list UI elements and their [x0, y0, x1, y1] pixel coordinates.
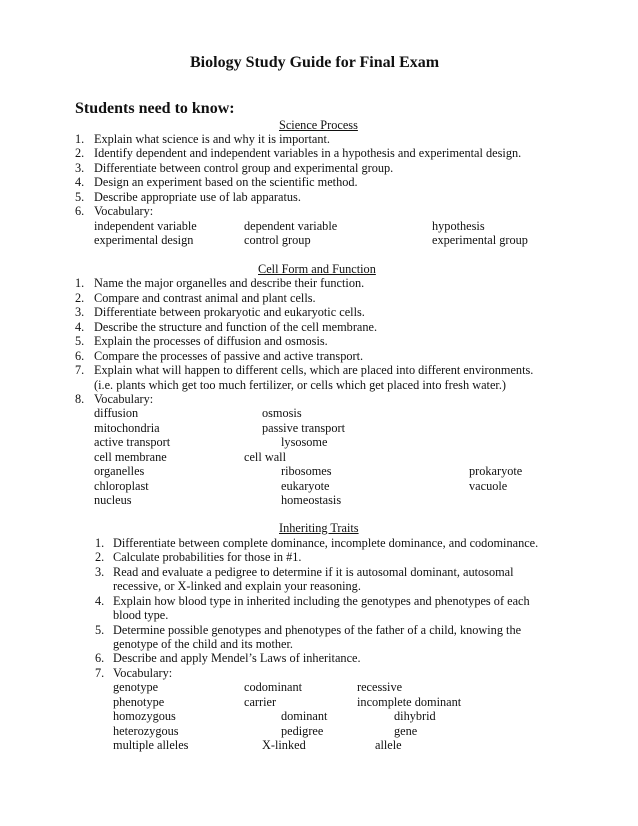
page-title: Biology Study Guide for Final Exam [190, 54, 440, 71]
vocab-term: cell wall [244, 450, 286, 464]
list-number: 6. [95, 651, 105, 665]
section-heading-inheriting-traits: Inheriting Traits [279, 521, 359, 535]
list-number: 3. [75, 305, 85, 319]
vocab-term: pedigree [281, 724, 324, 738]
vocab-term: dihybrid [394, 709, 436, 723]
vocab-term: carrier [244, 695, 277, 709]
list-item: Vocabulary: [94, 392, 154, 406]
list-number: 5. [75, 190, 85, 204]
list-number: 4. [95, 594, 105, 608]
vocab-term: independent variable [94, 219, 197, 233]
vocab-term: ribosomes [281, 464, 332, 478]
list-item-continuation: genotype of the child and its mother. [113, 637, 293, 651]
list-number: 8. [75, 392, 85, 406]
list-item: Describe appropriate use of lab apparatus. [94, 190, 301, 204]
vocab-term: organelles [94, 464, 145, 478]
list-number: 2. [75, 146, 85, 160]
list-item: Describe and apply Mendel’s Laws of inheritance. [113, 651, 361, 665]
list-item-continuation: blood type. [113, 608, 169, 622]
list-item: Compare and contrast animal and plant cells. [94, 291, 316, 305]
vocab-term: prokaryote [469, 464, 523, 478]
section-heading-science-process: Science Process [279, 118, 358, 132]
vocab-term: recessive [357, 680, 403, 694]
list-item-continuation: recessive, or X-linked and explain your reasoning. [113, 579, 361, 593]
list-item: Differentiate between prokaryotic and eukaryotic cells. [94, 305, 365, 319]
vocab-term: diffusion [94, 406, 139, 420]
vocab-term: X-linked [262, 738, 306, 752]
list-item: Identify dependent and independent variables in a hypothesis and experimental design. [94, 146, 522, 160]
list-number: 5. [95, 623, 105, 637]
vocab-term: lysosome [281, 435, 328, 449]
vocab-term: control group [244, 233, 311, 247]
list-number: 7. [95, 666, 105, 680]
list-item: Design an experiment based on the scientific method. [94, 175, 358, 189]
vocab-term: multiple alleles [113, 738, 189, 752]
list-item: Describe the structure and function of the cell membrane. [94, 320, 378, 334]
list-number: 1. [75, 276, 85, 290]
list-number: 5. [75, 334, 85, 348]
vocab-term: eukaryote [281, 479, 330, 493]
vocab-term: nucleus [94, 493, 132, 507]
vocab-term: homozygous [113, 709, 176, 723]
list-item: Explain how blood type in inherited including the genotypes and phenotypes of each [113, 594, 530, 608]
list-item: Vocabulary: [113, 666, 173, 680]
vocab-term: genotype [113, 680, 159, 694]
vocab-term: active transport [94, 435, 171, 449]
vocab-term: vacuole [469, 479, 508, 493]
section-heading-cell-form: Cell Form and Function [258, 262, 376, 276]
list-number: 3. [75, 161, 85, 175]
list-number: 7. [75, 363, 85, 377]
vocab-term: osmosis [262, 406, 302, 420]
vocab-term: experimental group [432, 233, 528, 247]
list-item: Determine possible genotypes and phenotypes of the father of a child, knowing the [113, 623, 522, 637]
list-item: Differentiate between control group and experimental group. [94, 161, 394, 175]
list-number: 1. [75, 132, 85, 146]
list-number: 4. [75, 320, 85, 334]
vocab-term: codominant [244, 680, 303, 694]
vocab-term: experimental design [94, 233, 194, 247]
vocab-term: passive transport [262, 421, 345, 435]
list-item: Explain what science is and why it is important. [94, 132, 330, 146]
list-number: 4. [75, 175, 85, 189]
list-item-continuation: (i.e. plants which get too much fertilizer, or cells which get placed into fresh water.) [94, 378, 506, 392]
students-need-heading: Students need to know: [75, 100, 235, 117]
list-item: Explain the processes of diffusion and osmosis. [94, 334, 328, 348]
list-number: 2. [95, 550, 105, 564]
vocab-term: homeostasis [281, 493, 342, 507]
vocab-term: dependent variable [244, 219, 338, 233]
list-item: Calculate probabilities for those in #1. [113, 550, 302, 564]
list-number: 2. [75, 291, 85, 305]
list-number: 6. [75, 349, 85, 363]
list-item: Name the major organelles and describe their function. [94, 276, 365, 290]
vocab-term: gene [394, 724, 418, 738]
vocab-term: heterozygous [113, 724, 179, 738]
list-item: Explain what will happen to different cells, which are placed into different environments. [94, 363, 534, 377]
vocab-term: incomplete dominant [357, 695, 462, 709]
vocab-term: allele [375, 738, 402, 752]
vocab-term: cell membrane [94, 450, 167, 464]
vocab-term: mitochondria [94, 421, 160, 435]
list-item: Vocabulary: [94, 204, 154, 218]
list-number: 3. [95, 565, 105, 579]
vocab-term: hypothesis [432, 219, 485, 233]
vocab-term: phenotype [113, 695, 165, 709]
list-number: 1. [95, 536, 105, 550]
list-item: Compare the processes of passive and active transport. [94, 349, 364, 363]
list-number: 6. [75, 204, 85, 218]
list-item: Differentiate between complete dominance, incomplete dominance, and codominance. [113, 536, 539, 550]
list-item: Read and evaluate a pedigree to determine if it is autosomal dominant, autosomal [113, 565, 514, 579]
vocab-term: chloroplast [94, 479, 149, 493]
vocab-term: dominant [281, 709, 328, 723]
